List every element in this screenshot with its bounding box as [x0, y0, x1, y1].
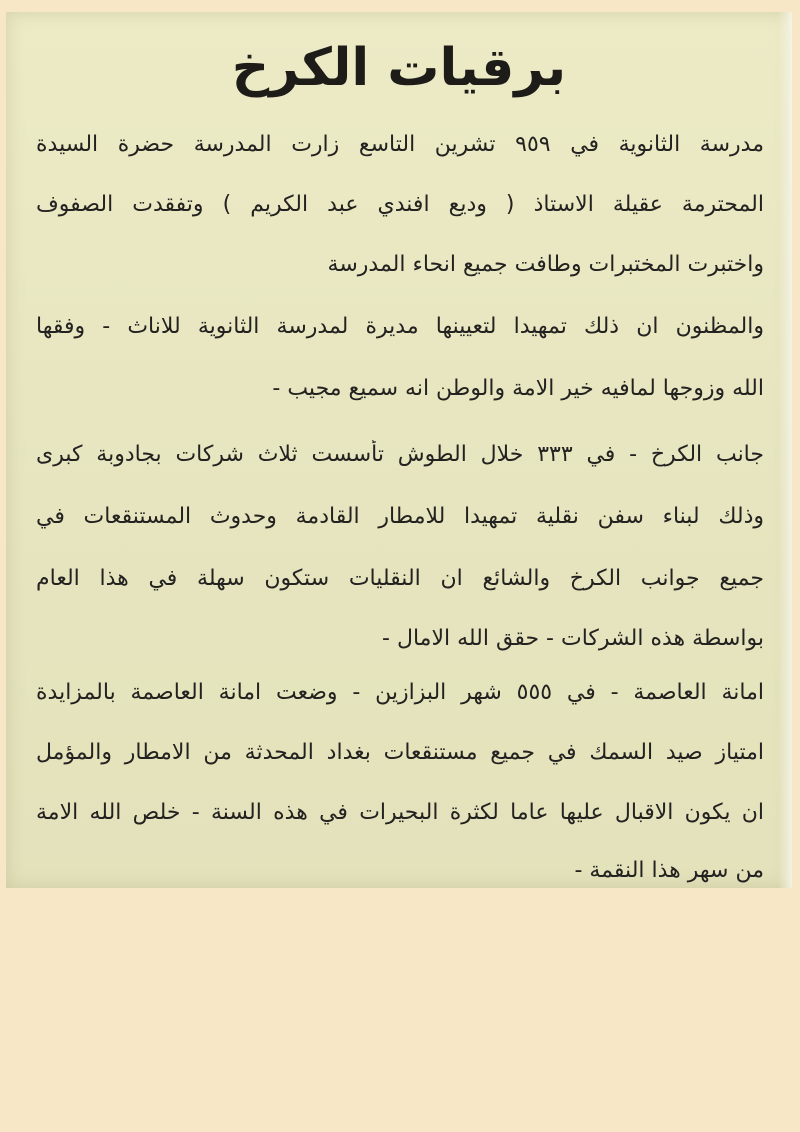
paragraph-4-line-3: ان يكون الاقبال عليها عاما لكثرة البحيرات في هذه السنة - خلص الله الامة — [36, 800, 764, 825]
paragraph-3-line-2: وذلك لبناء سفن نقلية تمهيدا للامطار القادمة وحدوث المستنقعات في — [36, 504, 764, 529]
paragraph-1-line-2: المحترمة عقيلة الاستاذ ( وديع افندي عبد الكريم ) وتفقدت الصفوف — [36, 192, 764, 217]
paragraph-4-line-1: امانة العاصمة - في ٥٥٥ شهر البزازين - وضعت امانة العاصمة بالمزايدة — [36, 680, 764, 705]
paragraph-3-line-3: جميع جوانب الكرخ والشائع ان النقليات ستكون سهلة في هذا العام — [36, 566, 764, 591]
paragraph-2-line-1: والمظنون ان ذلك تمهيدا لتعيينها مديرة لمدرسة الثانوية للاناث - وفقها — [36, 314, 764, 339]
paragraph-2-line-2: الله وزوجها لمافيه خير الامة والوطن انه سميع مجيب - — [272, 376, 764, 401]
paragraph-4-line-4: من سهر هذا النقمة - — [574, 858, 764, 883]
paragraph-4-line-2: امتياز صيد السمك في جميع مستنقعات بغداد المحدثة من الامطار والمؤمل — [36, 740, 764, 765]
paragraph-1-line-3: واختبرت المختبرات وطافت جميع انحاء المدرسة — [327, 252, 764, 277]
clipping-title: برقيات الكرخ — [231, 38, 567, 98]
paragraph-3-line-4: بواسطة هذه الشركات - حقق الله الامال - — [382, 626, 764, 651]
newspaper-clipping — [6, 12, 792, 888]
paragraph-3-line-1: جانب الكرخ - في ٣٣٣ خلال الطوش تأسست ثلاث شركات بجادوبة كبرى — [36, 442, 764, 467]
paragraph-1-line-1: مدرسة الثانوية في ٩٥٩ تشرين التاسع زارت المدرسة حضرة السيدة — [36, 132, 764, 157]
